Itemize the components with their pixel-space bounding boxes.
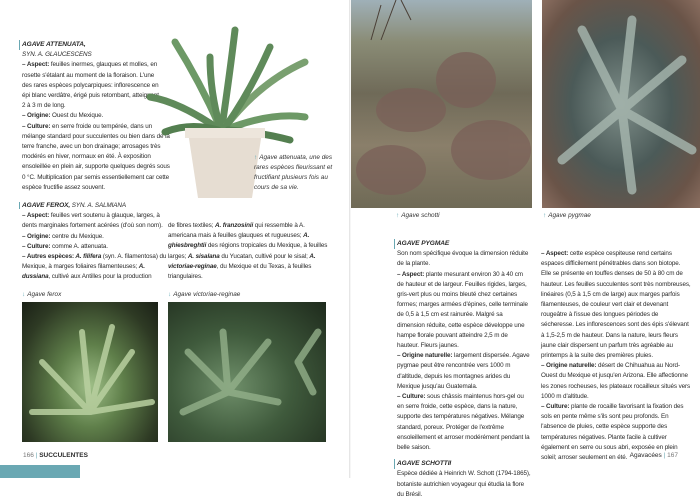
- culture-label: – Culture:: [22, 122, 51, 130]
- species-name: A. dussiana: [22, 263, 145, 281]
- aspect-text: plante mesurant environ 30 à 40 cm de hauteur et de largeur. Feuilles rigides, larges, gris-vert plus ou moins bleuté chez certaines formes; marges armées d'épines, celle terminale de 0,5 à 1,5 cm est rainurée. Malgré sa dimension réduite, cette espèce développe une hampe florale pouvant atteindre 2,5 m de hauteur. Fleurs jaunes.: [397, 270, 528, 350]
- culture-text: comme A. attenuata.: [50, 242, 108, 250]
- aspect-text: feuilles vert soutenu à glauque, larges, à dents marginales fortement acérées (d'où son nom).: [22, 212, 163, 230]
- species-name: A. franzosinii: [215, 222, 254, 229]
- section-tab: [0, 465, 80, 478]
- schotti-caption: ↑ Agave schotti: [396, 212, 440, 219]
- text: qui ressemble à A. americana mais à feuilles glauques et rugueuses;: [168, 222, 305, 240]
- aspect-label: – Aspect:: [397, 270, 425, 278]
- attenuata-title: AGAVE ATTENUATA,: [19, 40, 162, 50]
- origine-label: – Origine:: [22, 112, 51, 120]
- culture-text: plante de rocaille favorisant la fixation des sols en pente même s'ils sont peu profonds. En l'absence de pluies, cette espèce supporte des températures négatives. Plante facile à cultiver également en serre ou sous abri, exposée en plein soleil; arroser seulement en été.: [541, 403, 684, 462]
- intro-text: Son nom spécifique évoque la dimension réduite de la plante.: [397, 250, 529, 268]
- pygmae-entry: [397, 239, 531, 500]
- schotti-title: AGAVE SCHOTTII: [394, 459, 531, 469]
- attenuata-synonym: SYN. A. GLAUCESCENS: [22, 51, 92, 59]
- origine-label: – Origine naturelle:: [397, 352, 453, 360]
- pygmae-caption: ↑ Agave pygmae: [543, 212, 591, 219]
- aspect-text: feuilles inermes, glauques et molles, en rosette s'étalant au moment de la floraison. L'une des rares espèces polycarpiques: inflorescence en épi blanc verdâtre, érigé puis retombant, atteignant 2 à 3 m de long.: [22, 61, 159, 110]
- text: de fibres textiles;: [168, 222, 215, 229]
- origine-text: Ouest du Mexique.: [50, 112, 104, 120]
- agave-ferox-photo: [22, 302, 158, 442]
- arrow-up-icon: ↑: [396, 212, 400, 219]
- culture-text: en serre froide ou tempérée, dans un mélange standard pour succulentes ou bien dans de la terre franche, avec un bon drainage; arrosages très modérés en hiver, normaux en été. À exposition ensoleillée en plein air, supporte quelques degrés sous 0 °C. Multiplication par semis essentiellement car cette espèce fructifie assez souvent.: [22, 122, 170, 191]
- origine-label: – Origine:: [22, 232, 51, 240]
- victoriae-caption: ↓ Agave victoriae-reginae: [168, 291, 241, 298]
- page-number: 167: [667, 452, 678, 459]
- autres-text: , cultivé aux Antilles pour la production: [48, 273, 152, 281]
- agave-victoriae-reginae-photo: [168, 302, 326, 442]
- folio-right: Agavacées | 167: [629, 452, 678, 459]
- arrow-up-icon: ↑: [543, 212, 547, 219]
- arrow-down-icon: ↓: [168, 291, 172, 298]
- autres-text: (syn. A. filamentosa) du Mexique, à marges foliaires filamenteuses;: [22, 253, 167, 271]
- origine-text: largement dispersée. Agave pygmae peut être rencontrée vers 1000 m d'altitude, depuis les montagnes arides du Mexique jusqu'au Guatemala.: [397, 352, 530, 390]
- ferox-synonym: SYN. A. SALMIANA: [70, 202, 126, 209]
- aspect-label: – Aspect:: [541, 250, 569, 257]
- species-name: A. sisalana: [187, 252, 220, 260]
- culture-label: – Culture:: [22, 242, 51, 250]
- pygmae-title: AGAVE PYGMAE: [394, 239, 531, 249]
- page-number: 166: [23, 452, 34, 459]
- schotti-intro: Espèce dédiée à Heinrich W. Schott (1794-1865), botaniste autrichien voyageur qui étudia la flore du Brésil.: [397, 470, 531, 498]
- autres-label: – Autres espèces:: [22, 253, 74, 261]
- origine-text: désert de Chihuahua au Nord-Ouest du Mexique et jusqu'en Arizona. Elle affectionne les zones rocheuses, les plateaux rocailleux situés vers 1000 m d'altitude.: [541, 362, 691, 400]
- species-name: A. filifera: [73, 253, 102, 261]
- culture-label: – Culture:: [541, 403, 570, 411]
- text: des régions tropicales du Mexique, à feuilles larges;: [168, 242, 328, 260]
- agave-schotti-photo: [351, 0, 532, 208]
- ferox-caption: ↓ Agave ferox: [22, 291, 62, 298]
- folio-left: 166 | SUCCULENTES: [23, 452, 88, 459]
- species-name: A. victoriae-reginae: [168, 252, 316, 270]
- origine-text: centre du Mexique.: [50, 232, 104, 240]
- species-name: A. ghiesbreghtii: [168, 232, 310, 250]
- origine-label: – Origine naturelle:: [541, 362, 597, 370]
- text: du Yucatan, cultivé pour le sisal;: [219, 252, 310, 260]
- section-name: SUCCULENTES: [39, 452, 88, 459]
- schotti-entry-continued: [541, 249, 691, 463]
- agave-pygmae-photo: [542, 0, 700, 208]
- arrow-down-icon: ↓: [22, 291, 26, 298]
- arrow-up-icon: ↑: [254, 154, 258, 161]
- ferox-title: AGAVE FEROX,: [19, 202, 70, 209]
- attenuata-caption: ↑ Agave attenuata, une des rares espèces fleurissant et fructifiant plusieurs fois au cours de sa vie.: [254, 154, 333, 191]
- aspect-label: – Aspect:: [22, 61, 50, 69]
- aspect-text: cette espèce cespiteuse rend certains espaces difficilement pénétrables dans son biotope. Elle se présente en touffes denses de 50 à 80 cm de hauteur. Les feuilles succulentes sont très nombreuses, linéaires (0,5 à 1,5 cm de large) aux marges parfois filamenteuses, de couleur vert clair et devenant rougeâtre à l'issue des longues périodes de sécheresse. Les inflorescences sont des épis s'élevant à 1,5-2,5 m de hauteur. Dans la nature, leurs fleurs jaune clair dispersent un parfum très agréable au printemps à la suite des premières pluies.: [541, 250, 691, 360]
- culture-label: – Culture:: [397, 393, 426, 401]
- ferox-entry: [22, 201, 167, 283]
- text: , du Mexique et du Texas, à feuilles triangulaires.: [168, 262, 312, 281]
- culture-text: sous châssis maintenus hors-gel ou en serre froide, cette espèce, dans la nature, supporte des températures négatives. Mélange standard, poreux. Protéger de l'extrême ensoleillement et arroser modérément pendant la belle saison.: [397, 393, 530, 452]
- section-name: Agavacées: [629, 452, 662, 459]
- ferox-continued: [168, 221, 328, 282]
- aspect-label: – Aspect:: [22, 212, 50, 220]
